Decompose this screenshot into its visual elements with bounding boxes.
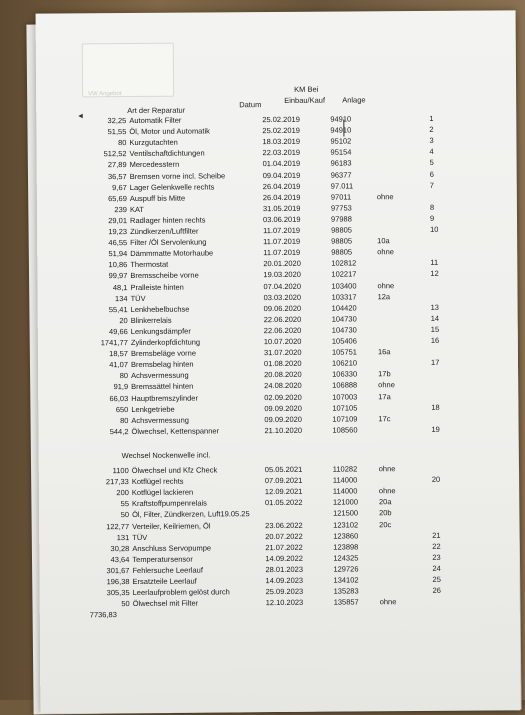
header-anlage: Anlage — [342, 95, 366, 105]
cell-date: 24.08.2020 — [264, 381, 302, 391]
cell-amt: 650 — [115, 404, 129, 414]
total-amount: 7736,83 — [89, 610, 117, 620]
cell-note: ohne — [376, 191, 394, 201]
cell-anl: 25 — [432, 574, 441, 584]
cell-desc: Kraftstoffpumpenrelais — [131, 498, 207, 509]
cell-date: 11.07.2019 — [263, 236, 301, 247]
cell-amt: 36,57 — [107, 171, 127, 181]
cell-note: ohne — [377, 280, 395, 290]
cell-date: 09.04.2019 — [262, 170, 301, 180]
cell-date: 21.07.2022 — [265, 542, 303, 552]
cell-anl: 18 — [431, 402, 440, 412]
cell-date: 23.06.2022 — [265, 520, 303, 530]
cell-desc: Mercedesstern — [129, 160, 180, 170]
cell-amt: 200 — [116, 488, 129, 498]
cell-desc: Bremsbelag hinten — [130, 359, 194, 370]
header-datum: Datum — [239, 100, 262, 110]
cell-desc: Zylinderkopfdichtung — [130, 337, 201, 348]
cell-anl: 3 — [429, 136, 434, 146]
cell-km: 102812 — [331, 258, 357, 268]
cell-date: 01.08.2020 — [263, 359, 302, 369]
cell-amt: 305,35 — [106, 588, 130, 598]
cell-desc: Anschluss Servopumpe — [132, 543, 212, 553]
cell-amt: 99,97 — [108, 271, 128, 281]
cell-anl: 4 — [429, 147, 434, 157]
cell-km: 96183 — [330, 158, 352, 169]
cell-km: 94910 — [330, 114, 352, 124]
cell-amt: 51,94 — [108, 249, 128, 259]
cell-anl: 17 — [430, 358, 440, 368]
cell-anl: 13 — [430, 302, 439, 312]
cell-km: 105406 — [331, 336, 357, 346]
cell-desc: Öl, Filter, Zündkerzen, Luft19.05.25 — [132, 509, 250, 520]
cell-amt: 50 — [120, 510, 130, 520]
cell-km: 104730 — [331, 325, 357, 335]
cell-note: ohne — [378, 464, 396, 474]
cell-amt: 9,67 — [112, 182, 127, 192]
cell-note: ohne — [378, 486, 396, 496]
cell-km: 97988 — [330, 214, 352, 224]
cell-note: 12a — [377, 291, 391, 301]
cell-km: 105751 — [331, 347, 357, 357]
cell-amt: 51,55 — [107, 127, 127, 137]
cell-km: 106330 — [332, 369, 358, 379]
cell-amt: 80 — [118, 138, 127, 148]
cell-anl: 1 — [429, 113, 434, 123]
cell-km: 95154 — [330, 147, 352, 157]
cell-note: 10a — [377, 236, 390, 246]
cell-km: 123860 — [333, 531, 359, 541]
cell-amt: 20 — [119, 315, 128, 325]
section-title: Wechsel Nockenwelle incl. — [121, 450, 211, 461]
cell-amt: 217,33 — [105, 477, 129, 487]
cell-km: 104420 — [331, 303, 357, 313]
arrow-mark-icon: ◂ — [78, 110, 83, 121]
cell-km: 103317 — [331, 292, 357, 302]
cell-desc: Temperatursensor — [132, 554, 193, 564]
cell-desc: Automatik Filter — [129, 115, 182, 126]
cell-desc: Thermostat — [130, 260, 169, 270]
cell-desc: Dämmmatte Motorhaube — [130, 248, 214, 259]
cell-km: 94910 — [330, 125, 352, 135]
repair-row — [80, 596, 500, 610]
cell-date: 20.07.2022 — [265, 531, 303, 541]
cell-note: 20a — [378, 497, 392, 507]
cell-amt: 48,1 — [112, 282, 128, 292]
cell-km: 135283 — [333, 586, 359, 596]
faint-note-box — [82, 43, 174, 98]
cell-amt: 134 — [115, 293, 128, 303]
cell-desc: Achsvermessung — [131, 370, 189, 381]
cell-amt: 18,57 — [109, 349, 128, 359]
cell-km: 123898 — [333, 542, 359, 552]
cell-km: 96377 — [330, 169, 352, 180]
cell-anl: 7 — [429, 180, 434, 190]
cell-amt: 10,86 — [108, 260, 128, 270]
cell-desc: Filter /Öl Servolenkung — [130, 237, 207, 248]
cell-desc: Ventilschaftdichtungen — [129, 148, 205, 159]
cell-date: 09.09.2020 — [264, 403, 302, 413]
cell-desc: Lenkgetriebe — [131, 404, 175, 414]
cell-note: 17c — [378, 413, 391, 423]
cell-desc: TÜV — [132, 532, 148, 542]
cell-desc: Lager Gelenkwelle rechts — [129, 182, 215, 192]
header-km-bottom: Einbau/Kauf — [284, 95, 326, 105]
cell-amt: 27,89 — [107, 160, 127, 170]
cell-anl: 24 — [432, 563, 441, 573]
cell-anl: 14 — [430, 313, 440, 323]
cell-km: 97011 — [330, 192, 352, 202]
cell-amt: 1741,77 — [100, 338, 128, 348]
cell-km: 107003 — [332, 391, 358, 402]
cell-amt: 1100 — [112, 466, 129, 476]
cell-note: ohne — [379, 597, 397, 607]
cell-desc: Bremsscheibe vorne — [130, 270, 199, 281]
cell-date: 20.01.2020 — [263, 259, 301, 269]
cell-anl: 2 — [429, 125, 434, 135]
cell-km: 135857 — [333, 597, 359, 607]
cell-note: 20c — [379, 519, 392, 529]
cell-amt: 55 — [120, 499, 130, 509]
cell-amt: 80 — [119, 371, 129, 381]
cell-date: 26.04.2019 — [262, 192, 301, 202]
cell-desc: Bremsen vorne incl. Scheibe — [129, 170, 226, 181]
cell-desc: Kotflügel rechts — [131, 476, 184, 487]
cell-km: 121500 — [333, 508, 359, 519]
cell-km: 110282 — [332, 464, 358, 474]
cell-desc: Zündkerzen/Luftfilter — [130, 226, 199, 237]
cell-km: 95102 — [330, 136, 352, 146]
cell-date: 31.05.2019 — [262, 203, 301, 213]
cell-amt: 131 — [116, 532, 130, 542]
cell-anl: 8 — [429, 202, 435, 212]
cell-amt: 66,03 — [109, 393, 129, 403]
cell-note: 20b — [379, 508, 392, 518]
cell-date: 21.10.2020 — [264, 425, 303, 435]
cell-date: 02.09.2020 — [264, 392, 302, 402]
cell-date: 11.07.2019 — [263, 225, 301, 236]
cell-date: 25.02.2019 — [262, 125, 300, 136]
cell-note: 16a — [377, 347, 391, 357]
cell-km: 121000 — [332, 497, 359, 507]
cell-date: 20.08.2020 — [264, 370, 302, 380]
cell-date: 25.02.2019 — [262, 114, 300, 125]
cell-anl: 22 — [432, 541, 441, 551]
cell-date: 09.06.2020 — [263, 303, 302, 313]
cell-km: 106888 — [332, 380, 358, 391]
cell-desc: Bremsbeläge vorne — [130, 348, 197, 359]
cell-date: 07.09.2021 — [264, 475, 303, 486]
cell-amt: 65,69 — [108, 193, 127, 203]
cell-km: 103400 — [331, 280, 357, 291]
cell-date: 01.04.2019 — [262, 159, 301, 169]
cell-date: 22.03.2019 — [262, 148, 301, 158]
cell-desc: Öl, Motor und Automatik — [129, 126, 210, 137]
cell-amt: 544,2 — [109, 426, 129, 436]
cell-amt: 29,01 — [108, 215, 128, 226]
cell-anl: 19 — [431, 424, 440, 434]
cell-amt: 301,67 — [106, 565, 130, 576]
cell-desc: Auspuff bis Mitte — [129, 193, 186, 203]
cell-desc: Ölwechsel mit Filter — [132, 598, 199, 609]
cell-desc: Verteiler, Keilriemen, Öl — [132, 520, 211, 531]
cell-date: 26.04.2019 — [262, 181, 301, 191]
cell-desc: Blinkerrelais — [130, 315, 172, 325]
cell-amt: 30,28 — [110, 543, 130, 553]
cell-desc: Leerlaufproblem gelöst durch — [132, 587, 230, 598]
cell-amt: 80 — [120, 415, 129, 425]
cell-km: 114000 — [332, 475, 358, 485]
cell-note: 17b — [378, 369, 391, 379]
cell-km: 107105 — [332, 403, 358, 413]
cell-anl: 23 — [432, 552, 441, 562]
cell-amt: 19,23 — [108, 227, 128, 237]
cell-date: 22.06.2020 — [263, 325, 302, 335]
cell-amt: 91,9 — [113, 382, 129, 392]
cell-desc: Fehlersuche Leerlauf — [132, 565, 203, 575]
cell-anl: 21 — [432, 530, 441, 540]
cell-km: 134102 — [333, 575, 359, 585]
cell-date: 28.01.2023 — [265, 564, 304, 574]
cell-date: 07.04.2020 — [263, 281, 302, 291]
cell-km: 102217 — [331, 269, 357, 280]
cell-date: 18.03.2019 — [262, 137, 301, 147]
cell-date: 25.09.2023 — [265, 586, 304, 597]
cell-date: 09.09.2020 — [264, 414, 302, 424]
cell-date: 12.09.2021 — [264, 487, 303, 497]
cell-amt: 196,38 — [106, 577, 130, 587]
cell-date: 22.06.2020 — [263, 314, 302, 324]
cell-date: 10.07.2020 — [263, 336, 302, 347]
cell-desc: TÜV — [130, 293, 146, 303]
cell-date: 31.07.2020 — [263, 347, 302, 358]
cell-anl: 11 — [430, 258, 439, 268]
cell-amt: 55,41 — [108, 304, 128, 314]
cell-km: 107109 — [332, 414, 358, 424]
cell-desc: Pralleiste hinten — [130, 282, 184, 292]
cell-km: 123102 — [333, 519, 359, 530]
cell-desc: Ölwechsel und Kfz Check — [131, 465, 218, 476]
cell-amt: 122,77 — [106, 521, 130, 531]
repair-row — [78, 423, 498, 437]
cell-desc: Achsvermessung — [131, 415, 189, 425]
cell-date: 11.07.2019 — [263, 248, 301, 258]
cell-anl: 10 — [430, 224, 439, 234]
cell-desc: KAT — [129, 204, 144, 214]
cell-note: ohne — [377, 247, 394, 257]
header-km-top: KM Bei — [294, 84, 319, 94]
cell-amt: 49,66 — [108, 326, 128, 337]
faint-label: VW Angebot — [88, 91, 122, 98]
cell-km: 97.011 — [330, 181, 354, 191]
cell-km: 98805 — [331, 225, 352, 235]
cell-km: 106210 — [331, 358, 358, 368]
cell-anl: 26 — [432, 585, 441, 596]
cell-anl: 9 — [429, 213, 435, 223]
cell-anl: 12 — [430, 269, 439, 279]
cell-desc: Ersatzteile Leerlauf — [132, 576, 197, 587]
cell-km: 98805 — [331, 236, 353, 246]
cell-date: 19.03.2020 — [263, 270, 301, 280]
cell-date: 01.05.2022 — [264, 498, 303, 508]
cell-amt: 239 — [114, 204, 127, 214]
cell-km: 97753 — [330, 203, 352, 213]
header-art: Art der Reparatur — [127, 105, 186, 116]
cell-anl: 20 — [431, 474, 441, 485]
cell-date: 14.09.2022 — [265, 553, 303, 563]
cell-date: 03.03.2020 — [263, 292, 302, 302]
cell-desc: Hauptbremszylinder — [131, 393, 198, 403]
cell-date: 14.09.2023 — [265, 575, 304, 586]
repair-log-sheet — [36, 10, 521, 713]
cell-amt: 32,25 — [107, 116, 127, 126]
cell-date: 05.05.2021 — [264, 464, 303, 475]
cell-note: ohne — [378, 380, 395, 390]
cell-desc: Lenkungsdämpfer — [130, 326, 191, 336]
cell-km: 124325 — [333, 553, 359, 563]
cell-km: 104730 — [331, 314, 357, 324]
cell-amt: 43,64 — [110, 554, 130, 564]
cell-desc: Lenkhebelbuchse — [130, 304, 190, 314]
cell-anl: 6 — [429, 169, 434, 179]
cell-desc: Kotflügel lackieren — [131, 487, 194, 498]
cell-km: 98805 — [331, 247, 353, 257]
cell-amt: 41,07 — [109, 360, 129, 370]
cell-amt: 512,52 — [103, 149, 127, 159]
cell-amt: 50 — [121, 599, 130, 609]
cell-date: 03.06.2019 — [262, 214, 301, 224]
cell-amt: 46,55 — [108, 238, 128, 248]
cell-anl: 15 — [430, 324, 440, 334]
cell-desc: Bremssättel hinten — [131, 381, 194, 392]
cell-km: 114000 — [332, 486, 358, 496]
cell-km: 129726 — [333, 564, 359, 574]
cell-anl: 5 — [429, 158, 434, 168]
cell-km: 108560 — [332, 425, 358, 435]
cell-note: 17a — [378, 391, 391, 401]
cell-desc: Radlager hinten rechts — [129, 215, 206, 225]
cell-desc: Ölwechsel, Kettenspanner — [131, 426, 220, 436]
cell-anl: 16 — [430, 335, 440, 345]
cell-date: 12.10.2023 — [265, 598, 304, 608]
cell-desc: Kurzgutachten — [129, 137, 178, 148]
